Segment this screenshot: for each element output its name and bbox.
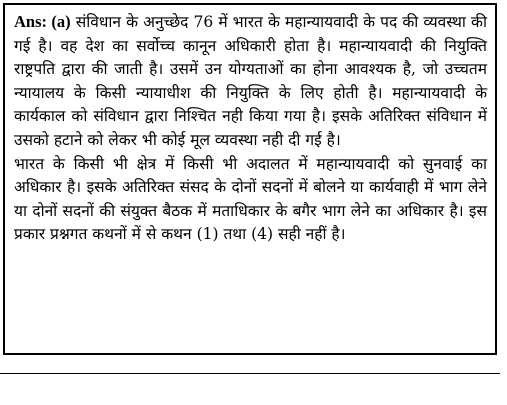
- answer-paragraph-1-text: संविधान के अनुच्छेद 76 में भारत के महान्यायवादी के पद की व्यवस्था की गई है। वह देश का सर्वोच्च कानून अधिकारी होता है। महान्यायवादी की नियुक्ति राष्ट्रपति द्वारा की जाती है। उसमें उन योग्यताओं का होना आवश्यक है, जो उच्चतम न्यायालय के किसी न्यायाधीश की नियुक्ति के लिए होती है। महान्यायवादी के कार्यकाल को संविधान द्वारा निश्चित नही किया गया है। इसके अतिरिक्त संविधान में उसको हटाने को लेकर भी कोई मूल व्यवस्था नही दी गई है।: [14, 13, 487, 149]
- answer-paragraph-1: [14, 10, 487, 153]
- answer-box: [3, 3, 497, 355]
- bottom-rule: [0, 373, 500, 374]
- answer-paragraph-2-text: भारत के किसी भी क्षेत्र में किसी भी अदालत में महान्यायवादी को सुनवाई का अधिकार है। इसके अतिरिक्त संसद के दोनों सदनों में बोलने या कार्यवाही में भाग लेने या दोनों सदनों की संयुक्त बैठक में मताधिकार के बगैर भाग लेने का अधिकार है। इस प्रकार प्रश्नगत कथनों में से कथन (1) तथा (4) सही नहीं है।: [14, 154, 487, 244]
- answer-prefix: Ans: (a): [14, 12, 71, 31]
- answer-paragraph-2: [14, 153, 487, 247]
